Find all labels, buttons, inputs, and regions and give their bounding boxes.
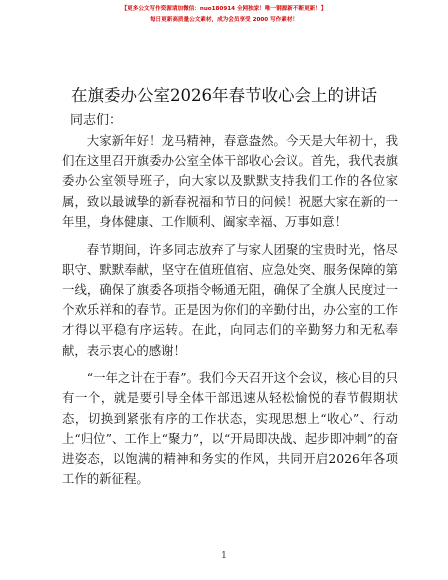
paragraph-thanks: 春节期间，许多同志放弃了与家人团聚的宝贵时光，恪尽职守、默默奉献，坚守在值班值宿、应急处突、服务保障的第一线，确保了旗委各项指令畅通无阻，确保了全旗人民度过一个欢乐祥和的春节。正是因为你们的辛勤付出，办公室的工作才得以平稳有序运转。在此，向同志们的辛勤努力和无私奉献，表示衷心的感谢！ bbox=[62, 241, 398, 358]
promo-banner-line-2: 每日更新高质量公文素材，成为会员享受 2000 写作素材！ bbox=[149, 17, 299, 23]
document-title: 在旗委办公室2026年春节收心会上的讲话 bbox=[71, 86, 377, 105]
promo-banner-line-1: 【更多公文写作资源请加微信：nuo180914 全网独家！唯一钢源新不断更新！】 bbox=[121, 6, 327, 12]
salutation: 同志们： bbox=[70, 113, 123, 128]
page-number: 1 bbox=[221, 551, 227, 561]
paragraph-purpose: “一年之计在于春”。我们今天召开这个会议，核心目的只有一个，就是要引导全体干部迅速从轻松愉悦的春节假期状态，切换到紧张有序的工作状态，实现思想上“收心”、行动上“归位”、工作上“聚力”，以“开局即决战、起步即冲刺”的奋进姿态，以饱满的精神和务实的作风，共同开启2026年各项工作的新征程。 bbox=[62, 370, 398, 487]
paragraph-opening: 大家新年好！龙马精神，春意盎然。今天是大年初十，我们在这里召开旗委办公室全体干部收心会议。首先，我代表旗委办公室领导班子，向大家以及默默支持我们工作的各位家属，致以最诚挚的新春祝福和节日的问候！祝愿大家在新的一年里，身体健康、工作顺利、阖家幸福、万事如意！ bbox=[62, 133, 398, 229]
document-body bbox=[62, 131, 398, 497]
promo-banner bbox=[0, 4, 448, 25]
